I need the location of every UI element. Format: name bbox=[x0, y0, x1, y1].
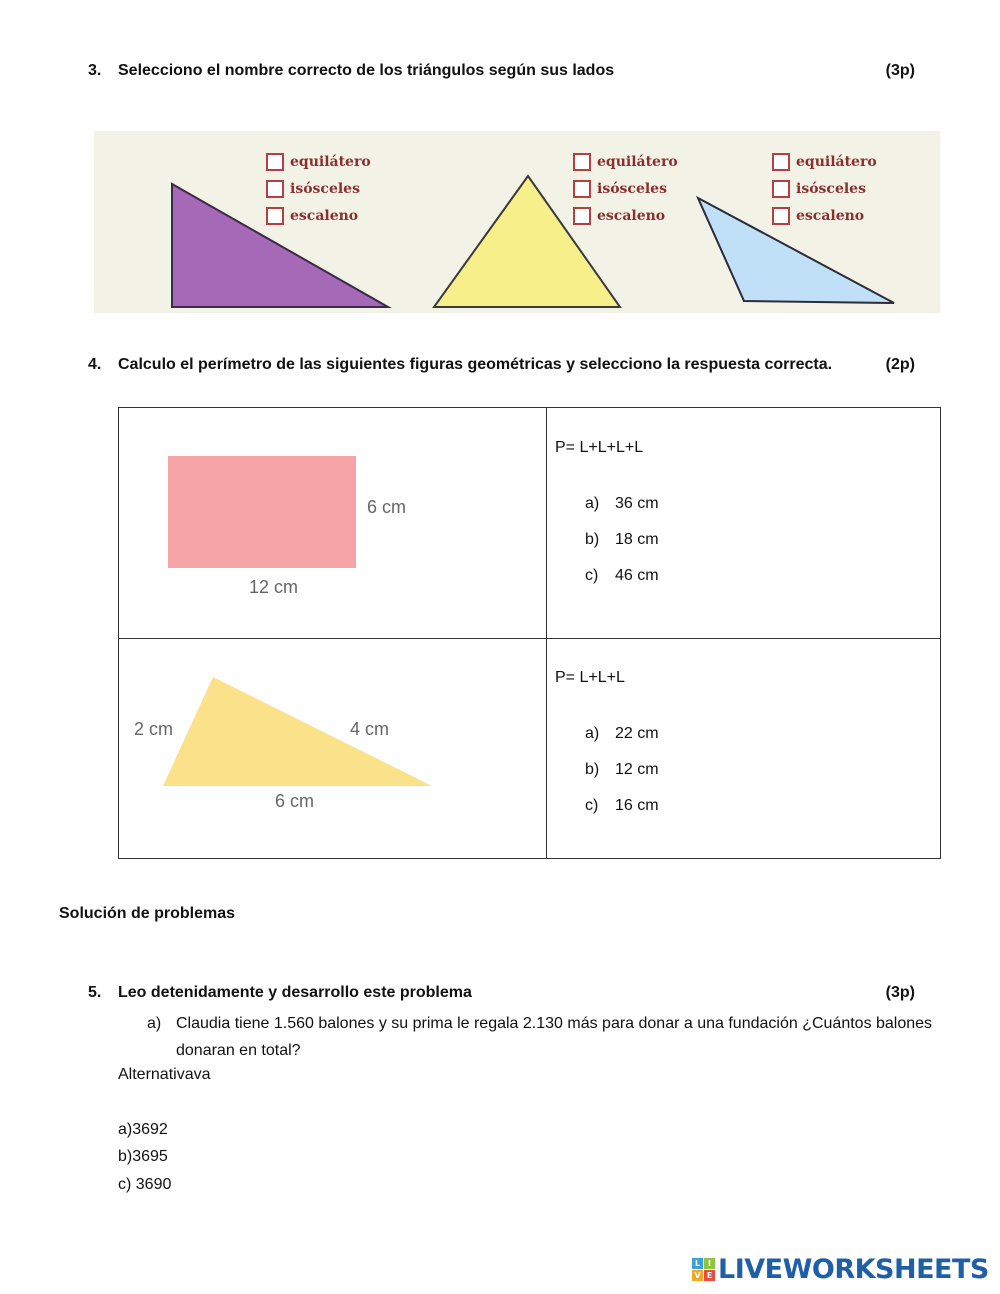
option-row bbox=[266, 202, 371, 229]
checkbox[interactable] bbox=[772, 153, 790, 171]
checkbox[interactable] bbox=[573, 180, 591, 198]
question-points: (3p) bbox=[885, 984, 915, 1001]
triangle-3-options bbox=[772, 148, 877, 229]
option-label: isósceles bbox=[597, 180, 667, 197]
option-label: escaleno bbox=[597, 207, 666, 224]
answer-options-1 bbox=[585, 494, 659, 602]
answer-option[interactable]: a)3692 bbox=[118, 1121, 168, 1138]
question-number: 4. bbox=[88, 356, 102, 373]
rectangle-side-label: 6 cm bbox=[367, 497, 407, 517]
table-divider bbox=[119, 638, 940, 639]
answer-option[interactable] bbox=[585, 530, 659, 566]
triangle-right-label: 4 cm bbox=[350, 719, 390, 739]
answer-option[interactable]: c) 3690 bbox=[118, 1176, 172, 1193]
option-label: equilátero bbox=[290, 153, 371, 170]
checkbox[interactable] bbox=[772, 180, 790, 198]
option-label: equilátero bbox=[796, 153, 877, 170]
option-row bbox=[266, 148, 371, 175]
triangle-left-label: 2 cm bbox=[134, 719, 174, 739]
option-row bbox=[573, 202, 678, 229]
section-heading: Solución de problemas bbox=[59, 905, 236, 922]
answer-option[interactable] bbox=[585, 566, 659, 602]
option-row bbox=[573, 175, 678, 202]
formula-triangle: P= L+L+L bbox=[555, 669, 625, 686]
option-letter: a) bbox=[585, 725, 600, 742]
formula-square: P= L+L+L+L bbox=[555, 439, 644, 456]
option-label: escaleno bbox=[796, 207, 865, 224]
question-text: Calculo el perímetro de las siguientes figuras geométricas y selecciono la respuesta correcta. bbox=[118, 356, 833, 373]
triangle-2-options bbox=[573, 148, 678, 229]
answer-option[interactable] bbox=[585, 796, 659, 832]
rectangle-bottom-label: 12 cm bbox=[249, 577, 299, 597]
option-text: 46 cm bbox=[615, 567, 659, 584]
question-3-title bbox=[88, 61, 918, 81]
option-label: isósceles bbox=[796, 180, 866, 197]
triangles-image bbox=[94, 131, 940, 313]
problem-text: Claudia tiene 1.560 balones y su prima le regala 2.130 más para donar a una fundación ¿Cuántos balones donaran en total? bbox=[176, 1015, 933, 1059]
checkbox[interactable] bbox=[573, 207, 591, 225]
triangle-1-options bbox=[266, 148, 371, 229]
question-points: (3p) bbox=[885, 62, 915, 79]
option-row bbox=[573, 148, 678, 175]
option-letter: c) bbox=[585, 797, 599, 814]
table-divider bbox=[546, 408, 547, 858]
problem-letter: a) bbox=[147, 1015, 162, 1032]
checkbox[interactable] bbox=[266, 207, 284, 225]
option-text: 22 cm bbox=[615, 725, 659, 742]
option-text: 36 cm bbox=[615, 495, 659, 512]
checkbox[interactable] bbox=[772, 207, 790, 225]
answer-option[interactable]: b)3695 bbox=[118, 1148, 168, 1165]
question-number: 3. bbox=[88, 62, 102, 79]
liveworksheets-logo bbox=[692, 1254, 989, 1285]
question-text: Leo detenidamente y desarrollo este problema bbox=[118, 984, 472, 1001]
logo-mark-letter: L bbox=[692, 1258, 703, 1269]
question-points: (2p) bbox=[885, 356, 915, 373]
option-letter: b) bbox=[585, 761, 600, 778]
option-text: 18 cm bbox=[615, 531, 659, 548]
perimeter-table bbox=[118, 407, 941, 859]
checkbox[interactable] bbox=[266, 180, 284, 198]
option-row bbox=[266, 175, 371, 202]
logo-text: LIVEWORKSHEETS bbox=[718, 1254, 989, 1285]
answer-options-2 bbox=[585, 724, 659, 832]
logo-mark-letter: V bbox=[692, 1270, 703, 1281]
option-row bbox=[772, 202, 877, 229]
alternatives-label: Alternativava bbox=[118, 1066, 211, 1083]
triangle-bottom-label: 6 cm bbox=[275, 791, 315, 811]
question-text: Selecciono el nombre correcto de los triángulos según sus lados bbox=[118, 62, 615, 79]
answer-option[interactable] bbox=[585, 760, 659, 796]
option-label: equilátero bbox=[597, 153, 678, 170]
option-label: isósceles bbox=[290, 180, 360, 197]
problem-statement bbox=[147, 1010, 947, 1064]
option-letter: a) bbox=[585, 495, 600, 512]
rectangle-figure bbox=[168, 456, 356, 568]
option-label: escaleno bbox=[290, 207, 359, 224]
triangle-figure bbox=[159, 673, 439, 793]
question-number: 5. bbox=[88, 984, 102, 1001]
question-4-title bbox=[88, 355, 918, 375]
option-letter: c) bbox=[585, 567, 599, 584]
option-row bbox=[772, 148, 877, 175]
option-letter: b) bbox=[585, 531, 600, 548]
answer-option[interactable] bbox=[585, 494, 659, 530]
option-text: 12 cm bbox=[615, 761, 659, 778]
checkbox[interactable] bbox=[573, 153, 591, 171]
answer-option[interactable] bbox=[585, 724, 659, 760]
option-text: 16 cm bbox=[615, 797, 659, 814]
logo-mark-letter: E bbox=[704, 1270, 715, 1281]
logo-mark-letter: I bbox=[704, 1258, 715, 1269]
triangle-figure-shape bbox=[163, 677, 432, 786]
question-5-title bbox=[88, 983, 918, 1003]
option-row bbox=[772, 175, 877, 202]
logo-mark-icon bbox=[692, 1258, 715, 1281]
checkbox[interactable] bbox=[266, 153, 284, 171]
